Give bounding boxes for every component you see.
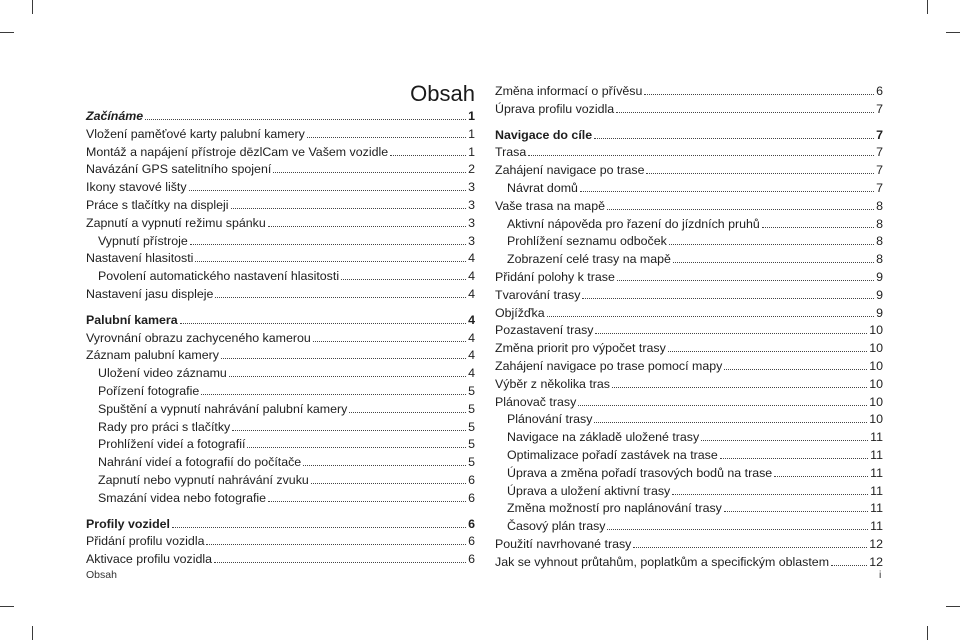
crop-mark — [946, 606, 960, 607]
toc-entry[interactable] — [86, 197, 475, 215]
toc-entry-page: 10 — [869, 376, 883, 391]
dot-leader — [724, 501, 868, 512]
toc-entry-title: Palubní kamera — [86, 312, 178, 327]
dot-leader — [145, 109, 466, 120]
toc-entry-page: 9 — [876, 269, 883, 284]
toc-entry-title: Časový plán trasy — [507, 519, 606, 534]
toc-entry[interactable] — [86, 312, 475, 330]
toc-entry[interactable] — [495, 518, 883, 536]
toc-entry[interactable] — [495, 483, 883, 501]
footer-section-name: Obsah — [86, 569, 117, 581]
toc-entry[interactable] — [86, 419, 475, 437]
toc-entry-title: Uložení video záznamu — [98, 366, 227, 381]
toc-entry[interactable] — [86, 383, 475, 401]
dot-leader — [268, 216, 466, 227]
toc-entry[interactable] — [495, 233, 883, 251]
page-title: Obsah — [410, 81, 475, 106]
toc-entry-title: Navigace do cíle — [495, 127, 593, 142]
toc-entry[interactable] — [86, 250, 475, 268]
toc-entry[interactable] — [495, 287, 883, 305]
toc-entry-title: Úprava a uložení aktivní trasy — [507, 483, 671, 498]
toc-entry-title: Použití navrhované trasy — [495, 536, 632, 551]
toc-entry-title: Jak se vyhnout průtahům, poplatkům a specifickým oblastem — [495, 554, 830, 569]
toc-entry-page: 7 — [876, 101, 883, 116]
toc-entry[interactable] — [495, 101, 883, 119]
toc-entry-title: Optimalizace pořadí zastávek na trase — [507, 447, 718, 462]
dot-leader — [307, 127, 466, 138]
toc-entry-page: 6 — [468, 552, 475, 567]
toc-entry-page: 11 — [870, 483, 883, 498]
toc-entry-page: 10 — [869, 358, 883, 373]
toc-entry-page: 4 — [468, 348, 475, 363]
dot-leader — [195, 251, 466, 262]
toc-entry-title: Plánovač trasy — [495, 394, 577, 409]
dot-leader — [190, 234, 466, 245]
toc-entry-page: 7 — [876, 145, 883, 160]
dot-leader — [720, 448, 868, 459]
toc-entry-page: 11 — [870, 519, 883, 534]
toc-entry-title: Změna priorit pro výpočet trasy — [495, 341, 666, 356]
toc-entry-page: 11 — [870, 465, 883, 480]
dot-leader — [221, 348, 466, 359]
toc-entry-page: 1 — [468, 109, 475, 123]
toc-entry-title: Změna informací o přívěsu — [495, 84, 643, 98]
dot-leader — [311, 473, 466, 484]
toc-entry[interactable] — [86, 472, 475, 490]
toc-entry-page: 10 — [869, 323, 883, 338]
dot-leader — [617, 270, 874, 281]
toc-entry[interactable] — [495, 394, 883, 412]
toc-entry-title: Nastavení jasu displeje — [86, 286, 214, 301]
toc-entry-title: Vyrovnání obrazu zachyceného kamerou — [86, 330, 311, 345]
toc-entry[interactable] — [495, 198, 883, 216]
dot-leader — [644, 84, 874, 95]
dot-leader — [247, 437, 466, 448]
dot-leader — [201, 384, 466, 395]
toc-entry[interactable] — [495, 500, 883, 518]
toc-entry-title: Vložení paměťové karty palubní kamery — [86, 126, 305, 141]
toc-entry-title: Spuštění a vypnutí nahrávání palubní kamery — [98, 401, 348, 416]
toc-entry-title: Nahrání videí a fotografií do počítače — [98, 455, 302, 470]
toc-entry-page: 7 — [876, 127, 883, 142]
dot-leader — [616, 102, 874, 113]
crop-mark — [32, 0, 33, 14]
dot-leader — [390, 145, 466, 156]
toc-entry-title: Zahájení navigace po trase pomocí mapy — [495, 358, 723, 373]
toc-entry-title: Návrat domů — [507, 180, 578, 195]
dot-leader — [762, 217, 874, 228]
toc-entry-title: Tvarování trasy — [495, 287, 581, 302]
toc-entry[interactable] — [86, 347, 475, 365]
dot-leader — [607, 199, 874, 210]
dot-leader — [612, 377, 867, 388]
toc-entry[interactable] — [495, 429, 883, 447]
dot-leader — [528, 145, 874, 156]
toc-entry[interactable] — [86, 161, 475, 179]
toc-entry-title: Úprava a změna pořadí trasových bodů na trase — [507, 465, 773, 480]
toc-entry-page: 9 — [876, 287, 883, 302]
toc-entry[interactable] — [86, 516, 475, 534]
toc-entry-page: 11 — [870, 447, 883, 462]
toc-entry-page: 3 — [468, 180, 475, 195]
toc-entry[interactable] — [86, 533, 475, 551]
toc-entry-page: 10 — [869, 341, 883, 356]
toc-entry-page: 6 — [468, 516, 475, 531]
toc-entry[interactable] — [495, 216, 883, 234]
dot-leader — [673, 252, 874, 263]
toc-entry-page: 4 — [468, 366, 475, 381]
toc-entry-title: Výběr z několika tras — [495, 376, 611, 391]
toc-entry-title: Pozastavení trasy — [495, 323, 594, 338]
dot-leader — [215, 287, 466, 298]
toc-entry-page: 1 — [468, 126, 475, 141]
toc-entry-page: 2 — [468, 162, 475, 177]
dot-leader — [774, 466, 868, 477]
toc-entry[interactable] — [495, 269, 883, 287]
toc-entry-page: 5 — [468, 455, 475, 470]
footer-page-number: i — [879, 569, 882, 581]
toc-entry-page: 9 — [876, 305, 883, 320]
toc-entry-title: Přidání profilu vozidla — [86, 534, 205, 549]
toc-entry-page: 8 — [876, 216, 883, 231]
toc-entry-page: 1 — [468, 144, 475, 159]
toc-entry[interactable] — [86, 365, 475, 383]
dot-leader — [180, 313, 467, 324]
toc-entry[interactable] — [495, 554, 883, 572]
toc-entry-title: Pořízení fotografie — [98, 383, 200, 398]
toc-entry-title: Povolení automatického nastavení hlasitosti — [98, 269, 340, 284]
toc-entry-title: Montáž a napájení přístroje dēzlCam ve Vašem vozidle — [86, 144, 389, 159]
toc-entry-title: Smazání videa nebo fotografie — [98, 490, 267, 505]
toc-entry-title: Plánování trasy — [507, 412, 593, 427]
toc-entry-title: Zahájení navigace po trase — [495, 163, 645, 178]
toc-entry-page: 5 — [468, 437, 475, 452]
toc-entry[interactable] — [86, 233, 475, 251]
toc-entry[interactable] — [86, 179, 475, 197]
toc-entry[interactable] — [86, 126, 475, 144]
toc-entry-title: Ikony stavové lišty — [86, 180, 187, 195]
toc-entry[interactable] — [495, 180, 883, 198]
toc-entry[interactable] — [495, 251, 883, 269]
crop-mark — [32, 626, 33, 640]
toc-entry[interactable] — [86, 490, 475, 508]
toc-entry-page: 12 — [869, 554, 883, 569]
dot-leader — [313, 331, 466, 342]
dot-leader — [595, 323, 867, 334]
dot-leader — [594, 412, 867, 423]
toc-entry-title: Záznam palubní kamery — [86, 348, 219, 363]
toc-entry-page: 11 — [870, 430, 883, 445]
toc-entry[interactable] — [495, 465, 883, 483]
toc-entry[interactable] — [86, 108, 475, 126]
toc-entry-title: Trasa — [495, 145, 527, 160]
toc-entry-page: 3 — [468, 197, 475, 212]
dot-leader — [668, 341, 867, 352]
dot-leader — [607, 519, 868, 530]
dot-leader — [303, 455, 466, 466]
dot-leader — [349, 402, 466, 413]
crop-mark — [0, 32, 14, 33]
toc-entry[interactable] — [86, 401, 475, 419]
toc-entry-page: 4 — [468, 251, 475, 266]
toc-entry-page: 3 — [468, 215, 475, 230]
toc-entry-page: 3 — [468, 233, 475, 248]
toc-entry-title: Začínáme — [86, 109, 144, 123]
dot-leader — [231, 198, 467, 209]
toc-entry[interactable] — [495, 376, 883, 394]
toc-entry-page: 4 — [468, 330, 475, 345]
dot-leader — [580, 181, 874, 192]
toc-entry-page: 4 — [468, 286, 475, 301]
toc-entry-title: Zapnutí nebo vypnutí nahrávání zvuku — [98, 472, 309, 487]
toc-entry-title: Profily vozidel — [86, 516, 170, 531]
dot-leader — [701, 430, 868, 441]
toc-entry-page: 6 — [468, 534, 475, 549]
toc-entry-page: 11 — [870, 501, 883, 516]
dot-leader — [669, 234, 874, 245]
toc-entry-page: 10 — [869, 412, 883, 427]
toc-entry-page: 6 — [876, 84, 883, 98]
toc-entry-page: 8 — [876, 198, 883, 213]
toc-entry-page: 5 — [468, 401, 475, 416]
toc-entry-page: 8 — [876, 234, 883, 249]
toc-entry-title: Přidání polohy k trase — [495, 269, 615, 284]
toc-entry[interactable] — [495, 322, 883, 340]
toc-entry-page: 6 — [468, 490, 475, 505]
toc-entry-title: Změna možností pro naplánování trasy — [507, 501, 722, 516]
toc-entry-title: Navázání GPS satelitního spojení — [86, 162, 272, 177]
dot-leader — [831, 555, 867, 566]
toc-entry-page: 5 — [468, 419, 475, 434]
crop-mark — [927, 0, 928, 14]
dot-leader — [547, 306, 874, 317]
dot-leader — [268, 491, 466, 502]
toc-left-column — [86, 108, 475, 569]
toc-entry-title: Aktivní nápověda pro řazení do jízdních pruhů — [507, 216, 760, 231]
dot-leader — [672, 484, 868, 495]
dot-leader — [633, 537, 867, 548]
dot-leader — [646, 163, 874, 174]
crop-mark — [927, 626, 928, 640]
dot-leader — [273, 162, 466, 173]
dot-leader — [578, 395, 867, 406]
toc-entry-title: Nastavení hlasitosti — [86, 251, 194, 266]
toc-entry-title: Rady pro práci s tlačítky — [98, 419, 231, 434]
toc-entry[interactable] — [495, 447, 883, 465]
toc-entry-title: Vaše trasa na mapě — [495, 198, 605, 213]
toc-entry[interactable] — [495, 127, 883, 145]
toc-entry[interactable] — [495, 162, 883, 180]
dot-leader — [582, 288, 874, 299]
crop-mark — [946, 32, 960, 33]
dot-leader — [232, 420, 466, 431]
toc-entry-page: 7 — [876, 180, 883, 195]
dot-leader — [189, 180, 467, 191]
crop-mark — [0, 606, 14, 607]
toc-entry-title: Vypnutí přístroje — [98, 233, 188, 248]
toc-entry[interactable] — [86, 454, 475, 472]
toc-entry-title: Aktivace profilu vozidla — [86, 552, 213, 567]
toc-entry[interactable] — [495, 83, 883, 101]
toc-entry-page: 5 — [468, 383, 475, 398]
toc-entry[interactable] — [495, 411, 883, 429]
toc-entry-title: Zapnutí a vypnutí režimu spánku — [86, 215, 266, 230]
toc-entry-title: Objížďka — [495, 305, 545, 320]
toc-entry-title: Prohlížení seznamu odboček — [507, 234, 667, 249]
toc-entry[interactable] — [86, 268, 475, 286]
toc-entry[interactable] — [86, 436, 475, 454]
toc-entry-page: 6 — [468, 472, 475, 487]
toc-entry-page: 7 — [876, 163, 883, 178]
dot-leader — [341, 269, 466, 280]
toc-entry[interactable] — [495, 358, 883, 376]
toc-entry[interactable] — [86, 215, 475, 233]
toc-entry[interactable] — [495, 144, 883, 162]
toc-entry[interactable] — [86, 286, 475, 304]
dot-leader — [594, 128, 874, 139]
dot-leader — [206, 534, 466, 545]
dot-leader — [724, 359, 867, 370]
toc-entry-title: Prohlížení videí a fotografií — [98, 437, 246, 452]
toc-entry-title: Navigace na základě uložené trasy — [507, 430, 700, 445]
toc-entry-page: 12 — [869, 536, 883, 551]
toc-entry-page: 8 — [876, 252, 883, 267]
toc-right-column — [495, 83, 883, 572]
toc-entry-title: Práce s tlačítky na displeji — [86, 197, 229, 212]
toc-entry[interactable] — [495, 305, 883, 323]
toc-entry-page: 4 — [468, 312, 475, 327]
dot-leader — [229, 366, 466, 377]
toc-entry[interactable] — [86, 551, 475, 569]
toc-entry-page: 10 — [869, 394, 883, 409]
toc-entry-title: Zobrazení celé trasy na mapě — [507, 252, 671, 267]
toc-entry-page: 4 — [468, 269, 475, 284]
dot-leader — [214, 552, 466, 563]
toc-entry[interactable] — [86, 330, 475, 348]
toc-entry[interactable] — [86, 144, 475, 162]
dot-leader — [172, 517, 466, 528]
toc-entry-title: Úprava profilu vozidla — [495, 101, 615, 116]
toc-entry[interactable] — [495, 536, 883, 554]
toc-entry[interactable] — [495, 340, 883, 358]
